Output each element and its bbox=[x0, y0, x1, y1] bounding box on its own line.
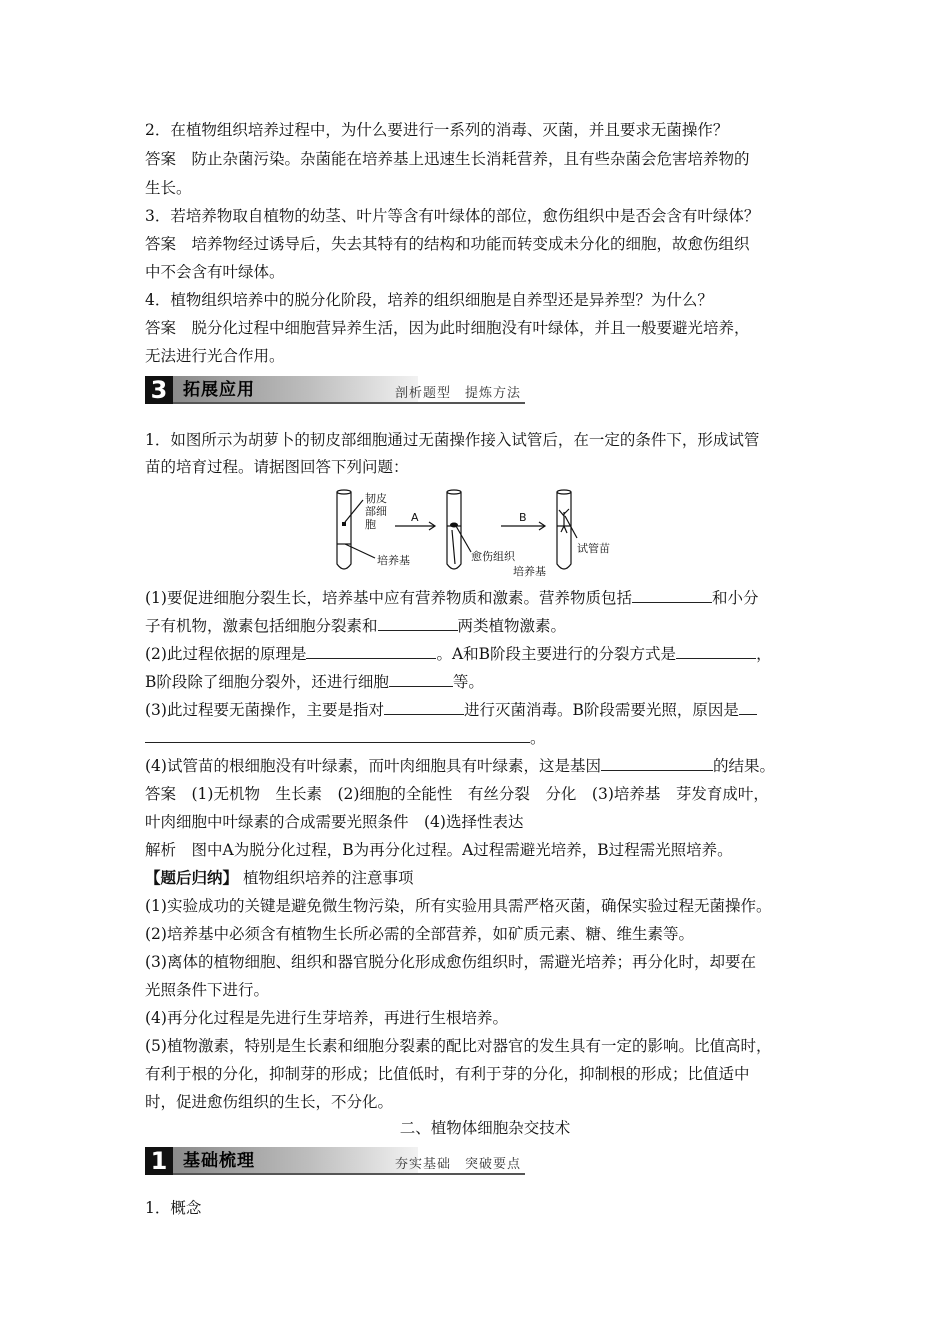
summary-note-2: (2)培养基中必须含有植物生长所必需的全部营养，如矿质元素、糖、维生素等。 bbox=[145, 925, 694, 943]
label-phloem-3: 胞 bbox=[365, 518, 376, 531]
label-medium-1: 培养基 bbox=[377, 554, 410, 567]
tissue-culture-figure bbox=[325, 482, 625, 578]
ex1-part2-line2: B阶段除了细胞分裂外，还进行细胞 等。 bbox=[145, 673, 484, 691]
q3-answer-line2: 中不会含有叶绿体。 bbox=[145, 263, 285, 281]
blank-input bbox=[389, 672, 453, 687]
explant-mark bbox=[342, 522, 346, 526]
q4-question: 4．植物组织培养中的脱分化阶段，培养的组织细胞是自养型还是异养型？为什么？ bbox=[145, 291, 713, 309]
label-phloem-2: 部细 bbox=[365, 505, 387, 518]
ex1-intro-line2: 苗的培育过程。请据图回答下列问题： bbox=[145, 458, 409, 476]
q2-answer-line1: 答案 防止杂菌污染。杂菌能在培养基上迅速生长消耗营养，且有些杂菌会危害培养物的 bbox=[145, 150, 750, 168]
summary-header bbox=[145, 868, 825, 888]
ex1-part2-line1: (2)此过程依据的原理是 。A和B阶段主要进行的分裂方式是 ， bbox=[145, 645, 772, 663]
blank-input bbox=[632, 588, 712, 603]
section-subtitle: 剖析题型 提炼方法 bbox=[394, 386, 521, 401]
section-number: 1 bbox=[145, 1147, 173, 1175]
section-rule bbox=[173, 402, 525, 404]
test-tube-1 bbox=[337, 492, 351, 569]
label-arrow-a: A bbox=[411, 511, 419, 524]
q3-answer-line1: 答案 培养物经过诱导后，失去其特有的结构和功能而转变成未分化的细胞，故愈伤组织 bbox=[145, 235, 750, 253]
leader-phloem bbox=[345, 500, 363, 522]
blank-input bbox=[676, 644, 756, 659]
blank-input bbox=[378, 616, 458, 631]
blank-input bbox=[384, 700, 464, 715]
blank-input bbox=[739, 700, 757, 715]
section-rule bbox=[173, 1173, 525, 1175]
test-tube-1-rim bbox=[337, 490, 351, 494]
summary-note-3-line1: (3)离体的植物细胞、组织和器官脱分化形成愈伤组织时，需避光培养；再分化时，却要在 bbox=[145, 953, 756, 971]
test-tube-2-rim bbox=[447, 490, 461, 494]
section-subtitle: 夯实基础 突破要点 bbox=[394, 1157, 521, 1172]
summary-title: 植物组织培养的注意事项 bbox=[242, 869, 414, 887]
label-medium-2: 培养基 bbox=[513, 565, 546, 578]
blank-input bbox=[145, 728, 530, 743]
callus-mark bbox=[450, 523, 458, 528]
ex1-answer-line2: 叶肉细胞中叶绿素的合成需要光照条件 (4)选择性表达 bbox=[145, 813, 524, 831]
leader-medium-2 bbox=[452, 530, 455, 564]
section-title: 基础梳理 bbox=[183, 1151, 255, 1171]
summary-tag: 【题后归纳】 bbox=[145, 868, 239, 887]
leader-callus bbox=[456, 526, 471, 552]
q2-question: 2．在植物组织培养过程中，为什么要进行一系列的消毒、灭菌，并且要求无菌操作？ bbox=[145, 121, 729, 139]
test-tube-3 bbox=[557, 492, 571, 569]
blank-input bbox=[601, 756, 713, 771]
label-arrow-b: B bbox=[519, 511, 527, 524]
label-seedling: 试管苗 bbox=[577, 542, 610, 555]
blank-input bbox=[306, 644, 436, 659]
summary-note-5-line3: 时，促进愈伤组织的生长，不分化。 bbox=[145, 1093, 394, 1111]
summary-note-5-line1: (5)植物激素，特别是生长素和细胞分裂素的配比对器官的发生具有一定的影响。比值高时， bbox=[145, 1037, 772, 1055]
ex1-part1-line2: 子有机物，激素包括细胞分裂素和 两类植物激素。 bbox=[145, 617, 567, 635]
ex1-part3-line2: 。 bbox=[145, 728, 825, 748]
ex1-part3-line1: (3)此过程要无菌操作，主要是指对 进行灭菌消毒。B阶段需要光照，原因是 bbox=[145, 700, 825, 720]
summary-note-1: (1)实验成功的关键是避免微生物污染，所有实验用具需严格灭菌，确保实验过程无菌操作。 bbox=[145, 897, 772, 915]
ex1-intro-line1: 1．如图所示为胡萝卜的韧皮部细胞通过无菌操作接入试管后，在一定的条件下，形成试管 bbox=[145, 431, 760, 449]
section-header-expand bbox=[145, 376, 525, 404]
concept-heading: 1．概念 bbox=[145, 1199, 202, 1217]
ex1-part1-line1: (1)要促进细胞分裂生长，培养基中应有营养物质和激素。营养物质包括 和小分 bbox=[145, 589, 759, 607]
q3-question: 3．若培养物取自植物的幼茎、叶片等含有叶绿体的部位，愈伤组织中是否会含有叶绿体？ bbox=[145, 207, 760, 225]
section-title: 拓展应用 bbox=[183, 380, 255, 400]
part2-title: 二、植物体细胞杂交技术 bbox=[399, 1119, 571, 1137]
q4-answer-line2: 无法进行光合作用。 bbox=[145, 347, 285, 365]
label-callus: 愈伤组织 bbox=[471, 550, 515, 563]
q4-answer-line1: 答案 脱分化过程中细胞营异养生活，因为此时细胞没有叶绿体，并且一般要避光培养， bbox=[145, 319, 750, 337]
summary-note-3-line2: 光照条件下进行。 bbox=[145, 981, 270, 999]
test-tube-3-rim bbox=[557, 490, 571, 494]
label-phloem-1: 韧皮 bbox=[365, 492, 387, 505]
summary-note-4: (4)再分化过程是先进行生芽培养，再进行生根培养。 bbox=[145, 1009, 508, 1027]
section-number: 3 bbox=[145, 376, 173, 404]
leader-medium-1 bbox=[345, 544, 375, 558]
section-header-basics bbox=[145, 1147, 525, 1175]
ex1-part4: (4)试管苗的根细胞没有叶绿素，而叶肉细胞具有叶绿素，这是基因 的结果。 bbox=[145, 757, 775, 775]
ex1-answer-line1: 答案 (1)无机物 生长素 (2)细胞的全能性 有丝分裂 分化 (3)培养基 芽发育成叶， bbox=[145, 785, 769, 803]
q2-answer-line2: 生长。 bbox=[145, 179, 192, 197]
ex1-analysis: 解析 图中A为脱分化过程，B为再分化过程。A过程需避光培养，B过程需光照培养。 bbox=[145, 841, 733, 859]
summary-note-5-line2: 有利于根的分化，抑制芽的形成；比值低时，有利于芽的分化，抑制根的形成；比值适中 bbox=[145, 1065, 750, 1083]
